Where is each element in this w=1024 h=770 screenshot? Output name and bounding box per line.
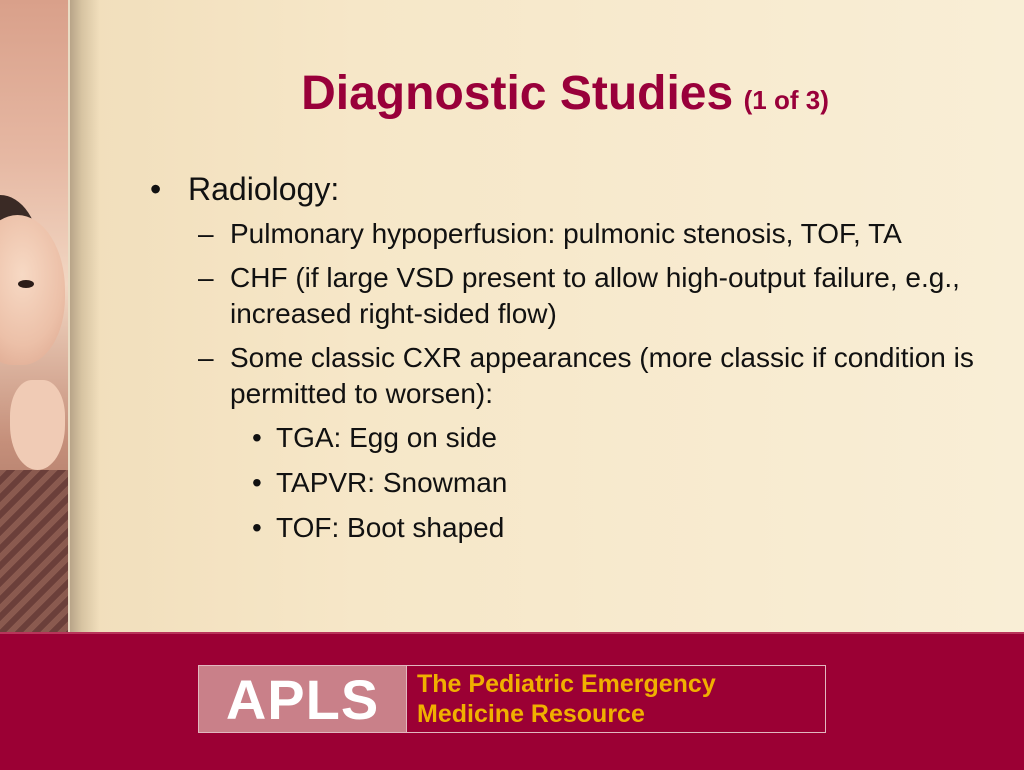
apls-logo (198, 665, 826, 733)
photo-hand (10, 380, 65, 470)
apls-logo-text: APLS (199, 666, 407, 732)
subsubitem-text: TGA: Egg on side (276, 422, 498, 453)
subitem (150, 260, 980, 332)
photo-eye (18, 280, 34, 288)
subsubitem (150, 510, 980, 546)
logo-tagline (407, 666, 825, 732)
child-photo-strip (0, 0, 70, 632)
subsubitem-text: TOF: Boot shaped (276, 512, 505, 543)
subitem-text: Pulmonary hypoperfusion: pulmonic stenosis, TOF, TA (230, 218, 902, 249)
subitem (150, 216, 980, 252)
title-page-indicator: (1 of 3) (743, 85, 829, 115)
photo-dress (0, 470, 70, 632)
dash-icon: – (198, 262, 214, 293)
subitem (150, 340, 980, 412)
bullet-radiology (150, 170, 980, 208)
bullet-text: Radiology: (188, 171, 340, 207)
tagline-line-1: The Pediatric Emergency (417, 670, 716, 698)
dash-icon: – (198, 342, 214, 373)
subsubitem-text: TAPVR: Snowman (276, 467, 508, 498)
subsubitem (150, 420, 980, 456)
photo-face (0, 215, 65, 365)
bullet-icon: • (150, 171, 162, 207)
tagline-line-2: Medicine Resource (417, 700, 645, 728)
subitem-text: CHF (if large VSD present to allow high-output failure, e.g., increased right-sided flow) (230, 262, 960, 329)
bullet-icon: • (252, 422, 262, 453)
slide-title (140, 66, 990, 121)
subitem-text: Some classic CXR appearances (more classic if condition is permitted to worsen): (230, 342, 974, 409)
bullet-icon: • (252, 467, 262, 498)
subsubitem (150, 465, 980, 501)
bullet-icon: • (252, 512, 262, 543)
divider-shadow (70, 0, 100, 632)
dash-icon: – (198, 218, 214, 249)
slide-content (150, 170, 980, 555)
title-main: Diagnostic Studies (301, 67, 734, 120)
